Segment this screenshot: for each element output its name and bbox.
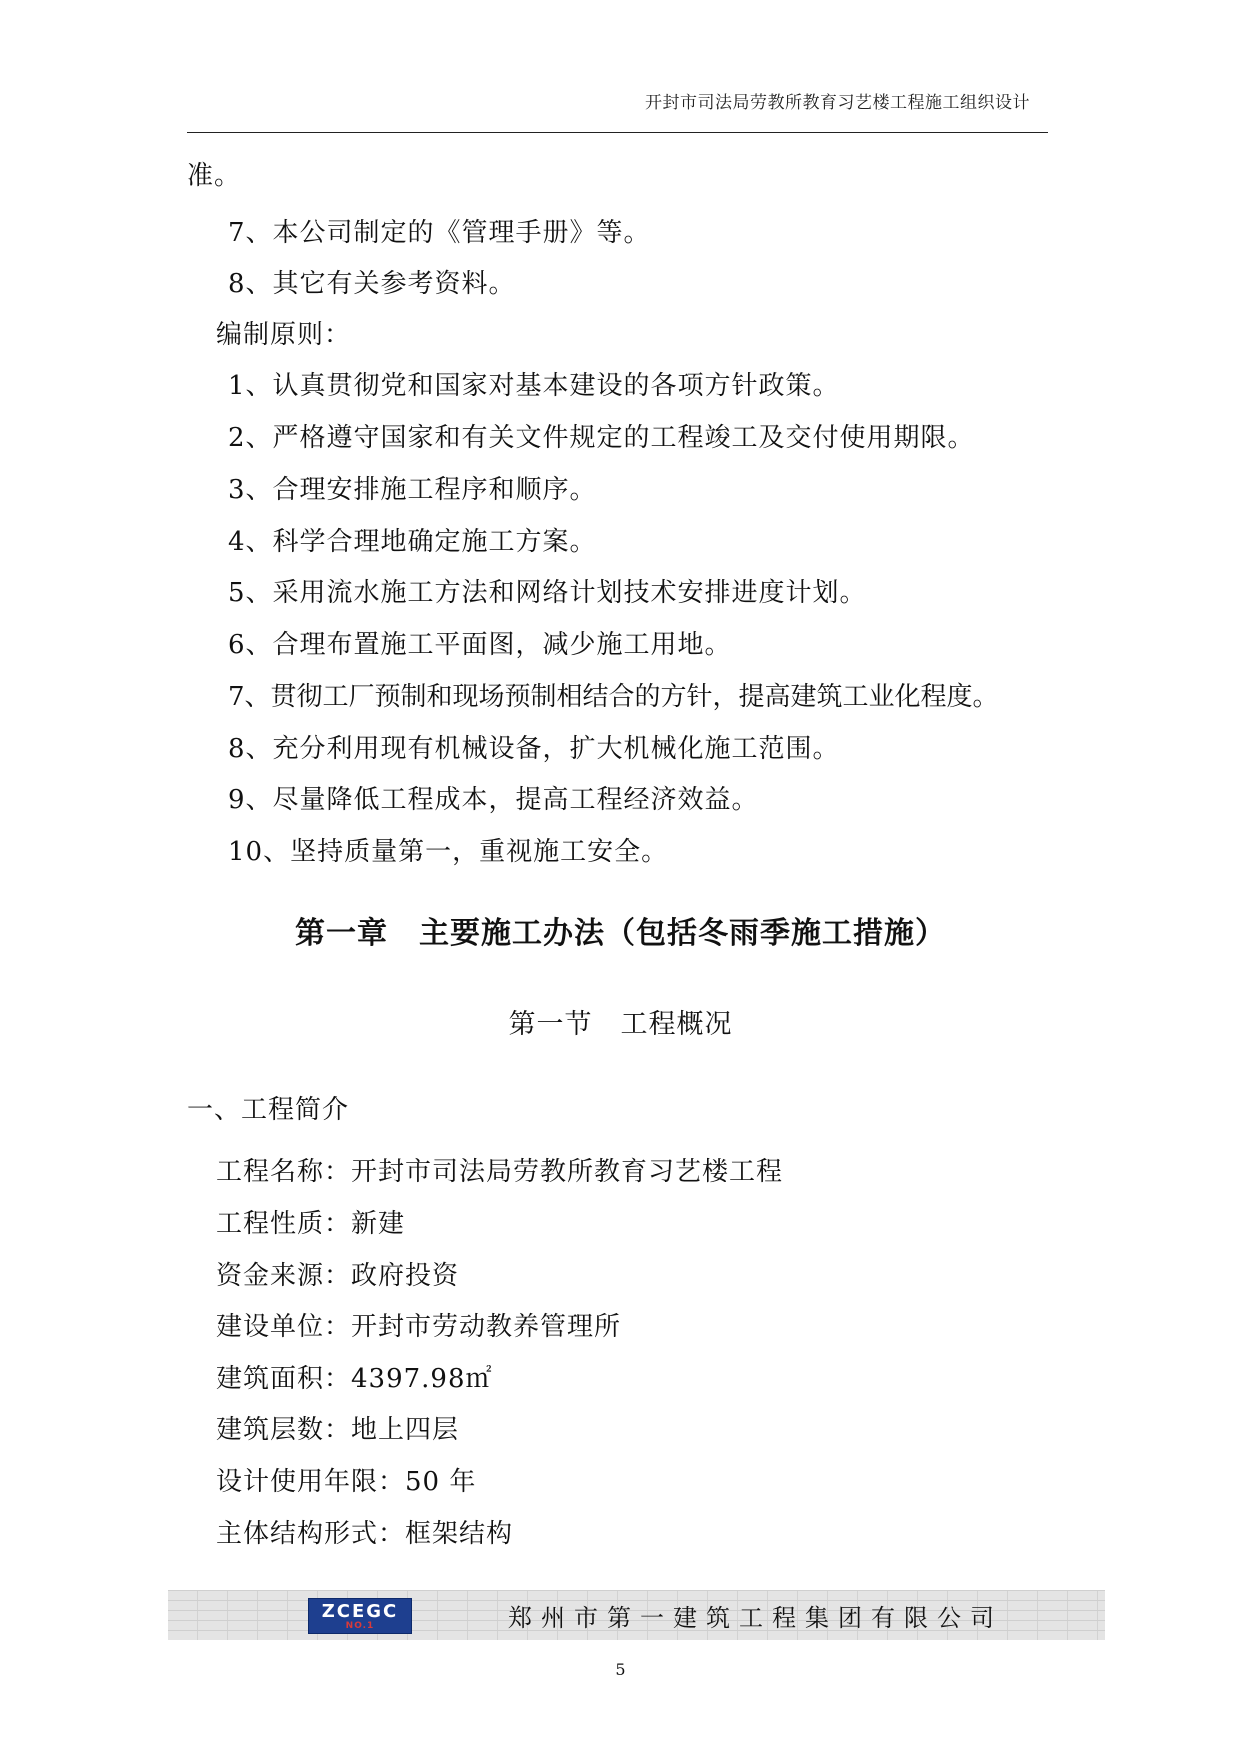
basis-item: 7、本公司制定的《管理手册》等。 — [228, 218, 651, 248]
project-info-item: 建设单位：开封市劳动教养管理所 — [216, 1312, 622, 1342]
principle-item: 3、合理安排施工程序和顺序。 — [228, 475, 597, 505]
subsection-title: 一、工程简介 — [187, 1095, 350, 1125]
principles-heading: 编制原则： — [216, 320, 352, 350]
project-info-item: 资金来源：政府投资 — [216, 1261, 460, 1291]
project-info-item: 建筑面积：4397.98㎡ — [216, 1364, 493, 1394]
continuation-text: 准。 — [187, 161, 242, 191]
company-name: 郑州市第一建筑工程集团有限公司 — [508, 1604, 1003, 1632]
project-info-item: 设计使用年限：50 年 — [216, 1467, 477, 1497]
footer-band — [168, 1590, 1105, 1640]
principle-item: 1、认真贯彻党和国家对基本建设的各项方针政策。 — [228, 371, 840, 401]
principle-item: 6、合理布置施工平面图，减少施工用地。 — [228, 630, 732, 660]
running-header: 开封市司法局劳教所教育习艺楼工程施工组织设计 — [645, 93, 1030, 113]
principle-item: 8、充分利用现有机械设备，扩大机械化施工范围。 — [228, 734, 840, 764]
company-logo — [308, 1598, 412, 1634]
page-number: 5 — [615, 1660, 626, 1679]
section-title: 第一节 工程概况 — [508, 1009, 733, 1040]
project-info-item: 工程名称：开封市司法局劳教所教育习艺楼工程 — [216, 1157, 784, 1187]
basis-item: 8、其它有关参考资料。 — [228, 269, 516, 299]
project-info-item: 工程性质：新建 — [216, 1209, 406, 1239]
header-rule — [187, 132, 1048, 133]
principle-item: 7、贯彻工厂预制和现场预制相结合的方针，提高建筑工业化程度。 — [228, 682, 999, 712]
project-info-item: 主体结构形式：框架结构 — [216, 1519, 514, 1549]
principle-item: 4、科学合理地确定施工方案。 — [228, 527, 597, 557]
logo-text: ZCEGC — [321, 1601, 399, 1622]
principle-item: 2、严格遵守国家和有关文件规定的工程竣工及交付使用期限。 — [228, 423, 975, 453]
principle-item: 5、采用流水施工方法和网络计划技术安排进度计划。 — [228, 578, 867, 608]
chapter-title: 第一章 主要施工办法（包括冬雨季施工措施） — [295, 916, 946, 951]
logo-sub-text: NO.1 — [345, 1621, 375, 1631]
principle-item: 9、尽量降低工程成本，提高工程经济效益。 — [228, 785, 759, 815]
principle-item: 10、坚持质量第一，重视施工安全。 — [228, 837, 669, 867]
project-info-item: 建筑层数：地上四层 — [216, 1415, 460, 1445]
